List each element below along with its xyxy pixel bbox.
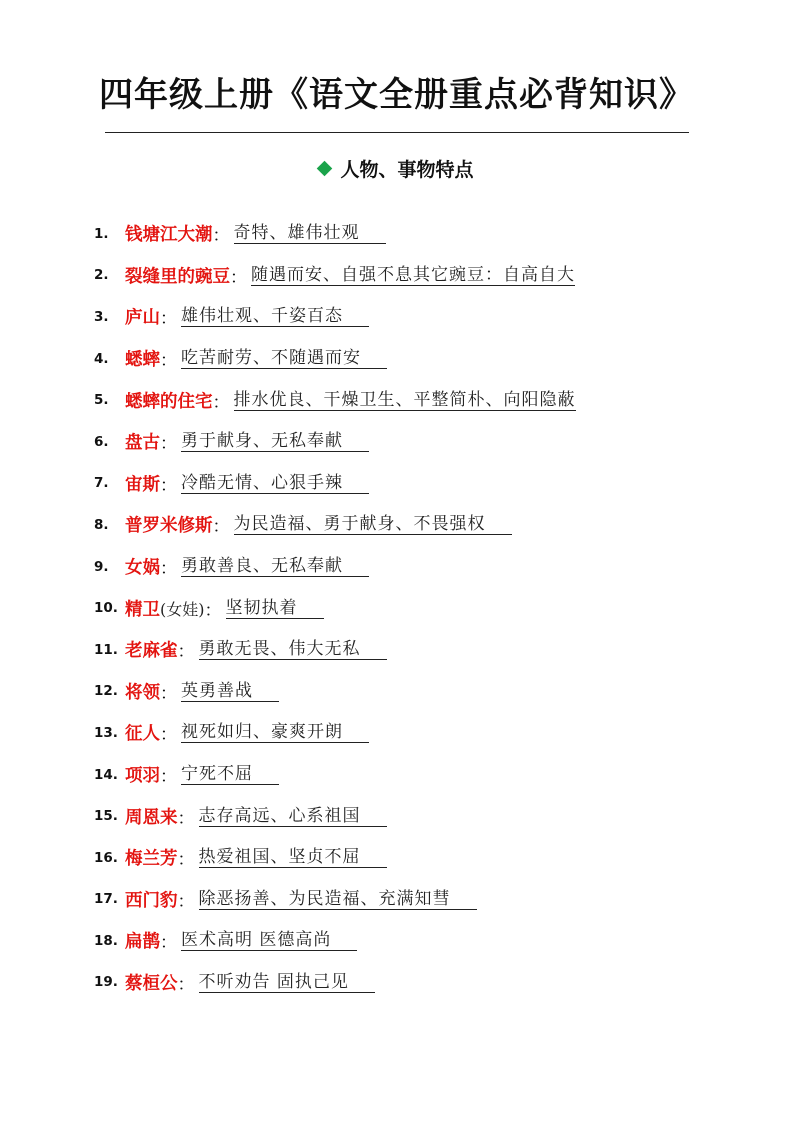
item-number: 13. [94,724,118,741]
item-number: 9. [94,558,109,575]
list-item [94,213,734,255]
item-number: 4. [94,350,109,367]
item-description: 医术高明 医德高尚 [181,930,357,951]
list-item [94,255,734,297]
item-number: 3. [94,308,109,325]
item-name: 女娲 [125,558,160,579]
item-colon: ： [177,808,195,829]
item-name: 庐山 [125,308,160,329]
list-item [94,962,734,1004]
item-name: 将领 [125,682,160,703]
item-description: 排水优良、干燥卫生、平整简朴、向阳隐蔽 [233,389,576,410]
item-description: 奇特、雄伟壮观 [234,223,386,244]
page-title: 四年级上册《语文全册重点必背知识》 [99,75,694,115]
item-description: 勇于献身、无私奉献 [181,431,369,452]
item-name: 周恩来 [125,807,178,828]
section-heading [0,156,793,184]
item-colon: ： [160,683,177,704]
item-description: 热爱祖国、坚贞不屈 [199,847,387,868]
item-description: 勇敢善良、无私奉献 [181,556,369,577]
item-colon: ： [160,767,177,788]
item-description: 不听劝告 固执己见 [199,972,375,993]
item-colon: ： [230,267,247,288]
item-name: 扁鹊 [125,932,160,953]
list-item [94,712,734,754]
item-colon: ： [212,392,230,413]
item-colon: ： [160,933,177,954]
item-colon: ： [212,517,230,538]
item-name: 盘古 [125,433,160,454]
item-description: 坚韧执着 [226,598,324,619]
item-description: 志存高远、心系祖国 [199,806,387,827]
list-item [94,754,734,796]
item-colon: ： [177,850,195,871]
item-colon: ： [177,891,195,912]
item-name: 老麻雀 [125,641,178,662]
list-item [94,920,734,962]
item-colon: ： [204,600,222,621]
item-name: 裂缝里的豌豆 [125,266,230,287]
green-diamond-icon [317,161,333,177]
list-item [94,338,734,380]
item-number: 15. [94,808,118,825]
list-item [94,587,734,629]
item-number: 18. [94,932,118,949]
list-item [94,795,734,837]
item-description: 除恶扬善、为民造福、充满知彗 [199,889,477,910]
item-name: 项羽 [125,766,160,787]
item-number: 19. [94,974,118,991]
item-number: 14. [94,766,118,783]
list-item [94,296,734,338]
section-heading-text: 人物、事物特点 [340,159,474,181]
item-description: 雄伟壮观、千姿百态 [181,306,369,327]
list-item [94,671,734,713]
item-number: 7. [94,475,109,492]
item-number: 6. [94,433,109,450]
item-description: 宁死不屈 [181,764,279,785]
item-colon: ： [212,226,230,247]
item-colon: ： [160,351,177,372]
list-item [94,379,734,421]
item-name: 钱塘江大潮 [125,225,213,246]
item-colon: ： [177,974,195,995]
item-colon: ： [160,725,177,746]
item-description: 吃苦耐劳、不随遇而安 [181,348,387,369]
item-colon: ： [160,309,177,330]
item-colon: ： [160,559,177,580]
item-number: 12. [94,683,118,700]
item-number: 10. [94,600,118,617]
item-name: 蔡桓公 [125,973,178,994]
item-name: 普罗米修斯 [125,516,213,537]
item-name: 精卫 [125,599,160,620]
item-name: 西门豹 [125,890,178,911]
item-number: 8. [94,516,109,533]
item-number: 5. [94,392,109,409]
item-colon: ： [160,475,177,496]
list-item [94,879,734,921]
item-name: 蟋蟀 [125,350,160,371]
item-note: (女娃) [160,599,205,619]
item-name: 梅兰芳 [125,849,178,870]
item-colon: ： [160,434,177,455]
list-item [94,837,734,879]
item-number: 16. [94,849,118,866]
item-number: 2. [94,267,109,284]
item-description: 为民造福、勇于献身、不畏强权 [234,514,512,535]
item-description: 视死如归、豪爽开朗 [181,722,369,743]
list-item [94,504,734,546]
item-description: 冷酷无情、心狠手辣 [181,473,369,494]
item-colon: ： [177,642,195,663]
item-number: 11. [94,641,118,658]
item-name: 征人 [125,724,160,745]
item-name: 宙斯 [125,474,160,495]
list-item [94,421,734,463]
item-name: 蟋蟀的住宅 [125,391,213,412]
item-description: 勇敢无畏、伟大无私 [199,639,387,660]
list-item [94,463,734,505]
item-number: 17. [94,891,118,908]
trait-list [94,213,734,1003]
item-description: 英勇善战 [181,681,279,702]
item-description: 随遇而安、自强不息其它豌豆：自高自大 [251,264,575,285]
title-divider [105,132,689,133]
item-number: 1. [94,225,109,242]
list-item [94,546,734,588]
list-item [94,629,734,671]
